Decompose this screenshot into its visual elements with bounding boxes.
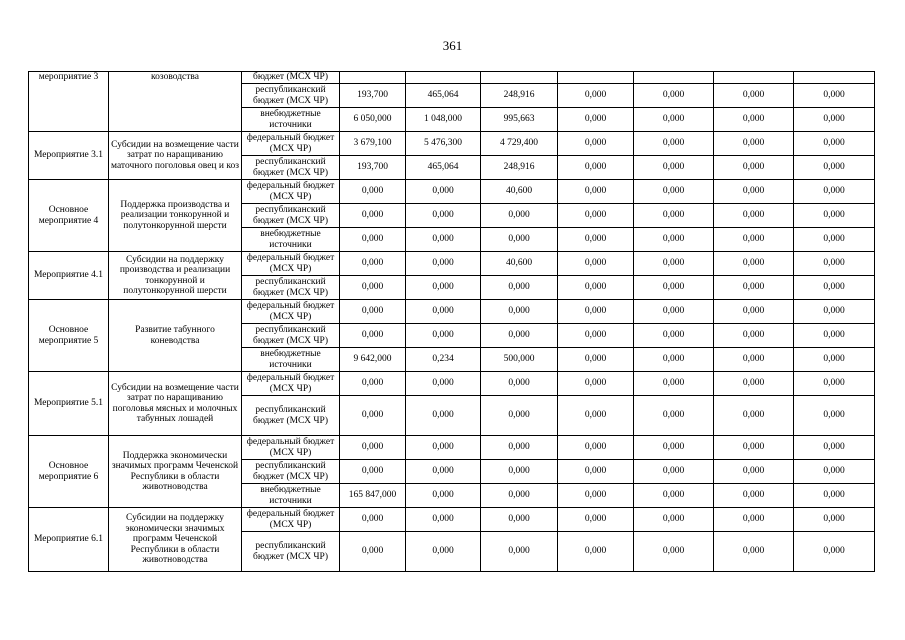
amount-cell: 0,000 [406,508,481,532]
amount-cell: 0,000 [406,460,481,484]
amount-cell: 0,000 [634,228,714,252]
amount-cell: 0,000 [794,532,875,572]
funding-source-cell: федеральный бюджет (МСХ ЧР) [242,372,340,396]
amount-cell: 995,663 [481,108,558,132]
amount-cell: 0,000 [714,132,794,156]
amount-cell: 0,000 [634,156,714,180]
amount-cell: 0,000 [406,484,481,508]
amount-cell: 0,000 [634,132,714,156]
amount-cell: 0,000 [558,484,634,508]
amount-cell: 0,000 [558,228,634,252]
table-row [29,300,875,324]
amount-cell: 0,000 [558,108,634,132]
amount-cell: 0,000 [634,276,714,300]
amount-cell: 193,700 [340,156,406,180]
amount-cell: 0,000 [340,180,406,204]
amount-cell: 0,000 [558,156,634,180]
amount-cell: 0,000 [714,532,794,572]
amount-cell: 0,000 [558,508,634,532]
amount-cell: 0,000 [481,228,558,252]
funding-source-cell: внебюджетные источники [242,108,340,132]
amount-cell: 0,000 [406,276,481,300]
amount-cell: 0,000 [634,372,714,396]
measure-description-cell: Субсидии на поддержку производства и реализации тонкорунной и полутонкорунной шерсти [109,252,242,300]
amount-cell: 0,000 [634,84,714,108]
amount-cell: 0,000 [794,300,875,324]
funding-source-cell: федеральный бюджет (МСХ ЧР) [242,180,340,204]
amount-cell: 0,000 [714,300,794,324]
amount-cell: 0,000 [714,372,794,396]
budget-table-body [29,72,875,572]
amount-cell: 0,000 [558,532,634,572]
amount-cell: 0,000 [406,204,481,228]
amount-cell [340,72,406,84]
amount-cell: 0,000 [340,436,406,460]
amount-cell: 0,000 [481,532,558,572]
measure-name-cell: Основное мероприятие 4 [29,180,109,252]
amount-cell: 0,000 [634,348,714,372]
measure-description-cell: Субсидии на возмещение части затрат по наращиванию маточного поголовья овец и коз [109,132,242,180]
measure-name-cell: Основное мероприятие 6 [29,436,109,508]
amount-cell: 248,916 [481,84,558,108]
amount-cell: 40,600 [481,252,558,276]
amount-cell: 0,000 [340,228,406,252]
amount-cell: 0,000 [794,348,875,372]
measure-name-cell: мероприятие 3 [29,72,109,132]
measure-name-cell: Основное мероприятие 5 [29,300,109,372]
amount-cell [714,72,794,84]
amount-cell: 0,000 [794,484,875,508]
amount-cell: 0,000 [634,300,714,324]
amount-cell: 0,000 [481,436,558,460]
amount-cell: 0,000 [406,436,481,460]
funding-source-cell: республиканский бюджет (МСХ ЧР) [242,156,340,180]
amount-cell: 0,000 [794,84,875,108]
page-number: 361 [442,38,463,53]
amount-cell: 0,000 [714,228,794,252]
amount-cell: 0,000 [558,276,634,300]
table-row [29,72,875,84]
amount-cell: 0,000 [481,204,558,228]
amount-cell: 0,000 [634,436,714,460]
amount-cell: 0,000 [714,396,794,436]
amount-cell: 0,000 [481,460,558,484]
amount-cell: 0,000 [340,396,406,436]
amount-cell: 0,000 [714,484,794,508]
amount-cell [794,72,875,84]
amount-cell: 0,000 [481,300,558,324]
funding-source-cell: республиканский бюджет (МСХ ЧР) [242,84,340,108]
funding-source-cell: федеральный бюджет (МСХ ЧР) [242,252,340,276]
amount-cell: 0,000 [794,372,875,396]
amount-cell: 0,000 [481,508,558,532]
amount-cell: 0,000 [794,396,875,436]
amount-cell: 0,000 [794,204,875,228]
amount-cell: 0,000 [340,508,406,532]
amount-cell: 4 729,400 [481,132,558,156]
amount-cell: 0,000 [714,180,794,204]
amount-cell [634,72,714,84]
amount-cell: 40,600 [481,180,558,204]
amount-cell: 0,000 [634,324,714,348]
funding-source-cell: республиканский бюджет (МСХ ЧР) [242,324,340,348]
measure-name-cell: Мероприятие 5.1 [29,372,109,436]
amount-cell: 0,000 [794,324,875,348]
table-row [29,436,875,460]
amount-cell: 0,000 [481,372,558,396]
amount-cell: 0,000 [558,180,634,204]
funding-source-cell: республиканский бюджет (МСХ ЧР) [242,204,340,228]
amount-cell [481,72,558,84]
funding-source-cell: бюджет (МСХ ЧР) [242,72,340,84]
amount-cell: 0,000 [558,204,634,228]
amount-cell: 465,064 [406,156,481,180]
amount-cell: 193,700 [340,84,406,108]
amount-cell: 0,000 [481,484,558,508]
amount-cell: 0,000 [406,180,481,204]
amount-cell: 0,000 [558,252,634,276]
amount-cell: 0,000 [406,372,481,396]
amount-cell: 0,000 [340,372,406,396]
measure-name-cell: Мероприятие 3.1 [29,132,109,180]
amount-cell: 0,000 [340,204,406,228]
funding-source-cell: республиканский бюджет (МСХ ЧР) [242,396,340,436]
amount-cell: 0,000 [406,324,481,348]
funding-source-cell: федеральный бюджет (МСХ ЧР) [242,300,340,324]
funding-source-cell: республиканский бюджет (МСХ ЧР) [242,460,340,484]
amount-cell: 0,000 [714,460,794,484]
amount-cell: 500,000 [481,348,558,372]
amount-cell: 9 642,000 [340,348,406,372]
amount-cell: 0,000 [406,252,481,276]
amount-cell: 0,000 [714,324,794,348]
measure-name-cell: Мероприятие 4.1 [29,252,109,300]
funding-source-cell: внебюджетные источники [242,228,340,252]
funding-source-cell: внебюджетные источники [242,348,340,372]
amount-cell: 0,000 [558,84,634,108]
amount-cell: 1 048,000 [406,108,481,132]
amount-cell: 6 050,000 [340,108,406,132]
amount-cell: 0,000 [794,508,875,532]
amount-cell: 0,000 [481,276,558,300]
amount-cell: 0,000 [714,276,794,300]
amount-cell: 0,000 [634,180,714,204]
amount-cell: 0,000 [340,532,406,572]
amount-cell: 0,000 [794,436,875,460]
amount-cell [406,72,481,84]
amount-cell: 0,000 [481,324,558,348]
funding-source-cell: федеральный бюджет (МСХ ЧР) [242,436,340,460]
amount-cell: 0,000 [558,396,634,436]
amount-cell: 3 679,100 [340,132,406,156]
amount-cell: 0,000 [714,108,794,132]
amount-cell: 0,000 [406,228,481,252]
funding-source-cell: федеральный бюджет (МСХ ЧР) [242,132,340,156]
amount-cell: 0,000 [794,228,875,252]
table-row [29,132,875,156]
amount-cell: 0,000 [714,156,794,180]
funding-source-cell: республиканский бюджет (МСХ ЧР) [242,532,340,572]
amount-cell: 0,000 [794,132,875,156]
amount-cell: 0,000 [340,276,406,300]
amount-cell: 0,000 [714,252,794,276]
amount-cell: 0,000 [794,108,875,132]
amount-cell: 0,000 [794,276,875,300]
measure-description-cell: Поддержка экономически значимых программ Чеченской Республики в области животноводства [109,436,242,508]
funding-source-cell: внебюджетные источники [242,484,340,508]
amount-cell: 0,000 [481,396,558,436]
table-row [29,252,875,276]
amount-cell: 0,000 [558,436,634,460]
amount-cell: 0,000 [558,300,634,324]
amount-cell: 0,000 [794,252,875,276]
measure-description-cell: Субсидии на возмещение части затрат по наращиванию поголовья мясных и молочных табунных лошадей [109,372,242,436]
amount-cell: 0,000 [558,324,634,348]
amount-cell: 0,000 [634,204,714,228]
amount-cell: 0,000 [634,396,714,436]
funding-source-cell: федеральный бюджет (МСХ ЧР) [242,508,340,532]
budget-table [28,71,875,572]
amount-cell: 0,000 [634,532,714,572]
amount-cell: 0,000 [714,204,794,228]
funding-source-cell: республиканский бюджет (МСХ ЧР) [242,276,340,300]
amount-cell: 0,000 [558,132,634,156]
amount-cell: 0,000 [794,156,875,180]
amount-cell: 165 847,000 [340,484,406,508]
amount-cell: 0,234 [406,348,481,372]
amount-cell: 0,000 [634,460,714,484]
amount-cell: 0,000 [406,300,481,324]
amount-cell: 0,000 [340,300,406,324]
amount-cell: 0,000 [340,252,406,276]
measure-description-cell: Субсидии на поддержку экономически значимых программ Чеченской Республики в области животноводства [109,508,242,572]
amount-cell: 0,000 [634,108,714,132]
amount-cell: 0,000 [558,348,634,372]
measure-description-cell: Поддержка производства и реализации тонкорунной и полутонкорунной шерсти [109,180,242,252]
amount-cell: 0,000 [794,460,875,484]
amount-cell: 0,000 [714,436,794,460]
amount-cell: 0,000 [406,396,481,436]
amount-cell: 0,000 [340,460,406,484]
amount-cell: 0,000 [634,252,714,276]
amount-cell: 0,000 [794,180,875,204]
measure-name-cell: Мероприятие 6.1 [29,508,109,572]
amount-cell: 0,000 [714,508,794,532]
amount-cell: 0,000 [558,372,634,396]
amount-cell: 5 476,300 [406,132,481,156]
amount-cell: 0,000 [340,324,406,348]
table-row [29,372,875,396]
table-row [29,180,875,204]
amount-cell: 465,064 [406,84,481,108]
amount-cell: 0,000 [634,508,714,532]
measure-description-cell: Развитие табунного коневодства [109,300,242,372]
amount-cell: 0,000 [634,484,714,508]
amount-cell: 0,000 [406,532,481,572]
amount-cell: 0,000 [714,84,794,108]
amount-cell [558,72,634,84]
table-row [29,508,875,532]
amount-cell: 248,916 [481,156,558,180]
amount-cell: 0,000 [558,460,634,484]
amount-cell: 0,000 [714,348,794,372]
measure-description-cell: козоводства [109,72,242,132]
